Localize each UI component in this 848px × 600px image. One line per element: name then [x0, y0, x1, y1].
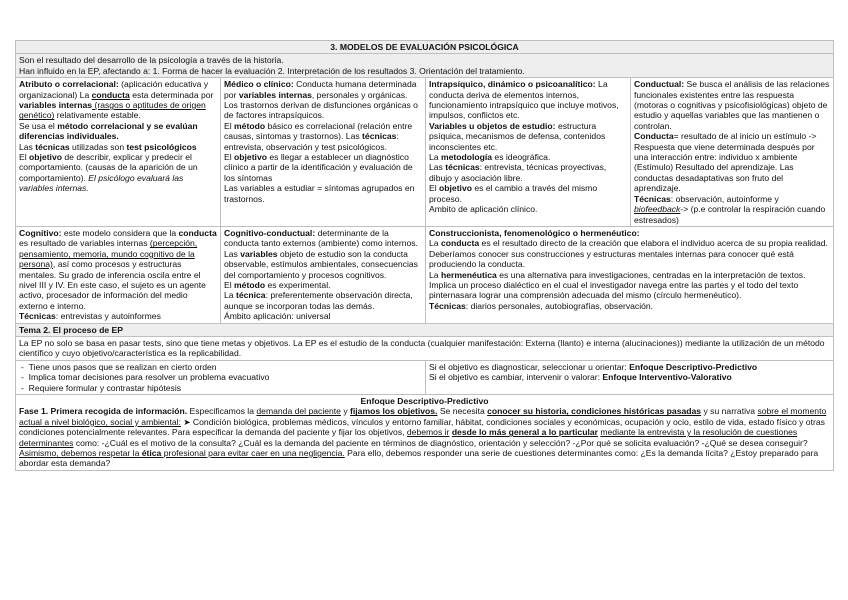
text: El [224, 152, 235, 163]
bullet-item [19, 383, 422, 393]
model-title: Cognitivo: [19, 227, 62, 238]
bullet-mark: - [21, 372, 24, 383]
underlined-text: profesional para evitar caer en una negligencia. [161, 448, 345, 459]
text: Se usa el [19, 120, 58, 131]
section3-intro-2: Han influido en la EP, afectando a: 1. Forma de hacer la evaluación 2. Interpretación de los resultados 3. Orientación del tratamiento. [19, 65, 525, 76]
fase1-paragraph [19, 406, 830, 468]
underlined-text: demanda del paciente [256, 406, 341, 417]
keyword: Conducta [634, 131, 674, 142]
text: utilizadas son [69, 141, 127, 152]
text: Si el objetivo es cambiar, intervenir o valorar: [429, 372, 603, 383]
text: Ambito de aplicación clínico. [429, 204, 538, 215]
text: es el resultado directo de la creación que elabora el individuo acerca de su propia realidad. Deberíamos conocer sus construcciones y estructuras mentales internas para conocer qué está produciendo la conducta. [429, 238, 828, 270]
text: El [19, 152, 30, 163]
keyword: variables [240, 248, 278, 259]
bullet-item [19, 362, 422, 372]
underlined-text: debemos ir [406, 427, 450, 438]
text: : entrevista, observación y test psicológicos. [224, 131, 399, 152]
text: esta determinada por [129, 89, 214, 100]
text: Las [19, 141, 36, 152]
enfoque-title: Enfoque Descriptivo-Predictivo [360, 396, 489, 406]
model-title: Atributo o correlacional: [19, 79, 119, 90]
keyword: objetivo [29, 152, 62, 163]
underlined-text: biofeedback [634, 204, 681, 215]
notes-table [15, 40, 834, 471]
text: El [224, 120, 235, 131]
text: Se necesita [437, 406, 488, 417]
bullet-text: Requiere formular y contrastar hipótesis [28, 382, 182, 393]
text: es una alternativa para investigaciones, centradas en la interpretación de textos. Implica un proceso dialéctico en el cual el investigador navega entre las partes y el todo del texto pinternasara lograr una comprensión adecuada del mismo (círculo hermenéutico). [429, 269, 806, 301]
model-medico [221, 78, 426, 227]
keyword: conducta [178, 227, 217, 238]
underlined-text: mediante la entrevista y la resolución de cuestiones determinantes [19, 427, 798, 448]
model-cognitivo [16, 226, 221, 323]
text: La [224, 290, 236, 301]
underlined-text: (rasgos o aptitudes de origen genético) [19, 100, 206, 121]
text: como: -¿Cuál es el motivo de la consulta? ¿Cuál es la demanda del paciente en términos de diagnóstico, orientación y selección? -¿Por qué se solicita evaluación? -¿Qué se desea conseguir? [73, 437, 808, 448]
text: La [429, 238, 441, 249]
tema2-bullets-cell [16, 360, 426, 394]
keyword: ética [141, 448, 162, 459]
text: es resultado de variables internas [19, 238, 150, 249]
model-intrapsiquico [426, 78, 631, 227]
keyword: objetivo [234, 152, 267, 163]
text: Conducta humana determinada por [224, 79, 417, 100]
keyword: técnicas [362, 131, 397, 142]
underlined-text: Asimismo, debemos respetar la [19, 448, 142, 459]
text: Las [224, 248, 241, 259]
model-cognitivo-conductual [221, 226, 426, 323]
keyword: Variables u objetos de estudio: [429, 120, 556, 131]
keyword: Enfoque Interventivo-Valorativo [602, 372, 732, 383]
text: Si el objetivo es diagnosticar, seleccionar u orientar: [429, 361, 630, 372]
bullet-text: Tiene unos pasos que se realizan en cierto orden [28, 361, 217, 372]
bullet-text: Implica tomar decisiones para resolver un problema evacuativo [28, 372, 270, 383]
keyword: conducta [440, 238, 480, 249]
model-conductual [631, 78, 834, 227]
text: ➤ Condición biológica, problemas médicos, vínculos y entorno familiar, hábitat, condiciones sociales y económicas, ocupación y ocio, estilo de vida, estado físico y otras condiciones potencialmente relevantes. Para especificar la demanda del paciente y fijar los objetivos, [19, 416, 825, 438]
keyword: método [234, 120, 266, 131]
text: -> (p.e controlar la respiración cuando estresados) [634, 204, 826, 225]
enfoque-cell [16, 395, 834, 471]
model-title: Médico o clínico: [224, 79, 294, 90]
text: La conducta deriva de elementos internos, funcionamiento intrapsíquico que incluye motivos, impulsos, conflictos etc. [429, 79, 619, 121]
text: es llegar a establecer un diagnóstico clínico a partir de la identificación y evaluación de los síntomas [224, 152, 413, 183]
keyword: técnicas [445, 162, 480, 173]
keyword: técnica [235, 290, 266, 301]
keyword: variables internas [238, 89, 312, 100]
bullet-mark: - [21, 361, 24, 372]
text: es experimental. [265, 279, 331, 290]
tema2-intro: La EP no solo se basa en pasar tests, sino que tiene metas y objetivos. La EP es el estudio de la conducta (cualquier manifestación: Externa (llanto) e interna (alucinaciones)) mediante la utilización de un método científico y cuyo objetivo/característica es la replicabilidad. [19, 337, 825, 359]
text: Ámbito aplicación: universal [224, 311, 331, 322]
text: es el cambio a través del mismo proceso. [429, 183, 598, 204]
text: La [429, 269, 441, 280]
model-construccionista [426, 226, 834, 323]
text: Las [429, 162, 446, 173]
text: , personales y orgánicas. Los trastornos derivan de disfunciones orgánicas o de factores intrapsíquicos. [224, 89, 418, 121]
text: : preferentemente observación directa, aunque se incorporan todas las demás. [224, 290, 413, 311]
keyword: conducta [91, 89, 130, 100]
text: (aplicación educativa y organizacional) La [19, 79, 209, 100]
model-correlacional [16, 78, 221, 227]
model-title: Intrapsíquico, dinámico o psicoanalítico: [429, 79, 596, 90]
bullet-mark: - [21, 382, 24, 393]
section3-title: 3. MODELOS DE EVALUACIÓN PSICOLÓGICA [330, 42, 519, 52]
text: Especificamos la [187, 406, 257, 417]
keyword: test psicológicos [126, 141, 197, 152]
text: es ideográfica. [492, 152, 551, 163]
keyword: Enfoque Descriptivo-Predictivo [629, 361, 758, 372]
keyword: variables internas [19, 100, 93, 111]
text: El [429, 183, 440, 194]
model-title: Cognitivo-conductual: [224, 227, 316, 238]
text: : entrevistas y autoinformes [55, 311, 161, 322]
text: = resultado de al inicio un estímulo -> Respuesta que viene determinada después por una interacción entre: individuo x ambiente (Estímulo) Resultado del aprendizaje. Las conductas desadaptativas son fruto del aprendizaje. [634, 131, 817, 194]
text: este modelo considera que la [61, 227, 179, 238]
keyword: método [234, 279, 266, 290]
text: estructura psíquica, mecanismos de defensa, contenidos inconscientes etc. [429, 120, 606, 152]
text: Las variables a estudiar = síntomas agrupados en trastornos. [224, 183, 415, 204]
model-title: Conductual: [634, 79, 685, 90]
keyword: Técnicas [429, 300, 466, 311]
keyword: técnicas [35, 141, 70, 152]
keyword: Técnicas [19, 311, 56, 322]
tema2-title-cell [16, 323, 834, 336]
text: y su narrativa [701, 406, 758, 417]
text: objeto de estudio son la conducta observable, estímulos ambientales, consecuencias del comportamiento y procesos cognitivos. [224, 248, 418, 280]
text: El [224, 279, 235, 290]
section3-intro-1: Son el resultado del desarrollo de la psicología a través de la historia. [19, 55, 284, 66]
bullet-item [19, 372, 422, 382]
tema2-title: Tema 2. El proceso de EP [19, 324, 123, 335]
keyword: desde lo más general a lo particular [451, 427, 598, 438]
model-title: Construccionista, fenomenológico o hermenéutico: [429, 227, 640, 238]
underlined-text: (percepción, pensamiento, memoria, mundo cognitivo de la persona) [19, 238, 198, 270]
italic-text: El psicólogo evaluará las variables internas. [19, 172, 184, 194]
keyword: conocer su historia, condiciones históricas pasadas [487, 406, 702, 417]
text: determinante de la conducta tanto externos (ambiente) como internos. [224, 227, 418, 249]
tema2-enfoques-cell [426, 360, 834, 394]
section3-intro-cell [16, 54, 834, 78]
keyword: Fase 1. Primera recogida de información. [19, 406, 188, 417]
keyword: método correlacional y se evalúan diferencias individuales. [19, 120, 198, 142]
keyword: metodología [440, 152, 493, 163]
text: Se busca el análisis de las relaciones funcionales existentes entre las respuesta (motoras o cognitivas y psicofisiológicas) objeto de estudio y aquellas variables que las mantienen o controlan. [634, 79, 830, 131]
keyword: hermenéutica [440, 269, 497, 280]
section3-title-cell [16, 41, 834, 54]
text: : diarios personales, autobiografías, observación. [465, 300, 654, 311]
text: : observación, autoinforme y [670, 193, 779, 204]
text: y [340, 406, 351, 417]
text: : entrevista, técnicas proyectivas, dibujo y asociación libre. [429, 162, 607, 183]
keyword: Técnicas [634, 193, 671, 204]
text: Para ello, debemos responder una serie de cuestiones determinantes como: ¿Es la demanda lícita? ¿Estoy preparado para abordar esta demanda? [19, 448, 819, 469]
keyword: fijamos los objetivos. [350, 406, 438, 417]
underlined-text: sobre el momento actual a nivel biológico, social y ambiental: [19, 406, 827, 427]
tema2-intro-cell [16, 336, 834, 360]
text: , así como procesos y estructuras mentales. Su grado de inferencia oscila entre el nivel III y IV. En este caso, el sujeto es un agente activo, procesador de información del medio externo e interno. [19, 259, 206, 311]
text: de describir, explicar y predecir el comportamiento. (causas de la aparición de un comportamiento). [19, 152, 198, 183]
text: relativamente estable. [54, 110, 141, 121]
text: La [429, 152, 441, 163]
text: básico es correlacional (relación entre causas, síntomas y trastornos). Las [224, 120, 413, 142]
keyword: objetivo [439, 183, 472, 194]
